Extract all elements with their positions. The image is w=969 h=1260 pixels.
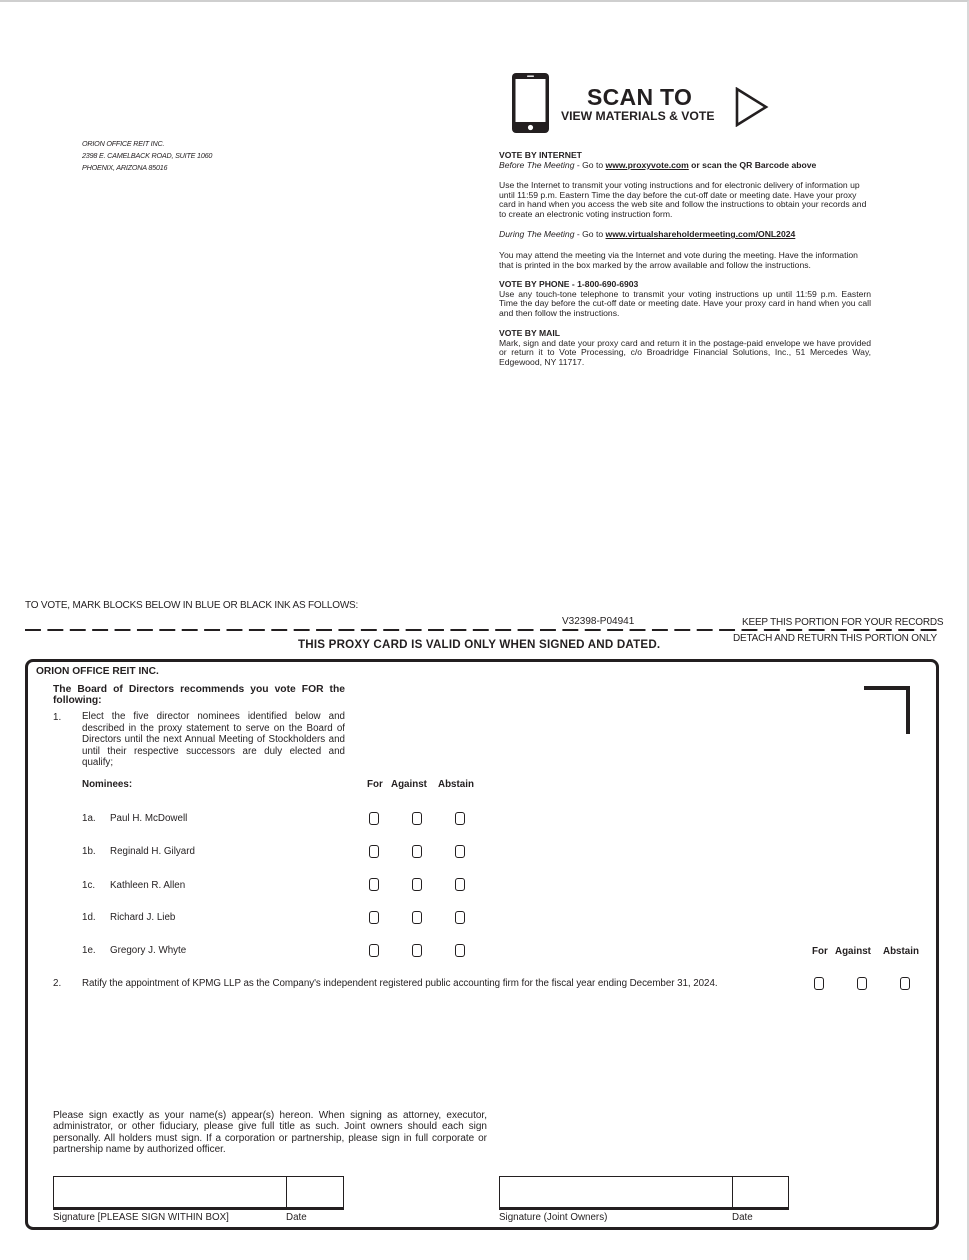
control-id: V32398-P04941 (562, 616, 635, 627)
vote-mail-heading: VOTE BY MAIL (499, 328, 560, 338)
vote-by-internet-section (499, 151, 871, 170)
p2-vote-against-checkbox[interactable] (857, 977, 867, 990)
nominees-heading: Nominees: (82, 779, 133, 790)
vote-phone-heading: VOTE BY PHONE - 1-800-690-6903 (499, 279, 639, 289)
scan-title: SCAN TO (587, 84, 693, 110)
vote-for-checkbox[interactable] (369, 812, 379, 825)
vote-against-checkbox[interactable] (412, 911, 422, 924)
nominee-name: Gregory J. Whyte (110, 945, 187, 956)
signature-date-label: Date (286, 1212, 307, 1223)
vote-by-mail-section (499, 329, 871, 368)
return-address-line: PHOENIX, ARIZONA 85016 (82, 163, 168, 172)
detach-perforation-line (25, 629, 939, 631)
nominee-id: 1c. (82, 880, 96, 891)
vote-against-checkbox[interactable] (412, 944, 422, 957)
vote-internet-before (499, 161, 871, 171)
return-address-line: ORION OFFICE REIT INC. (82, 139, 165, 148)
vote-internet-during (499, 230, 871, 240)
column-header-against: Against (391, 779, 427, 790)
p2-column-header-against: Against (835, 946, 871, 957)
goto-text: - Go to (574, 229, 606, 239)
proposal-2-number: 2. (53, 978, 62, 989)
vote-internet-heading: VOTE BY INTERNET (499, 150, 582, 160)
corner-registration-mark (864, 686, 910, 734)
play-triangle-icon (735, 87, 769, 127)
p2-vote-abstain-checkbox[interactable] (900, 977, 910, 990)
scan-subtitle: VIEW MATERIALS & VOTE (561, 109, 715, 123)
valid-notice: THIS PROXY CARD IS VALID ONLY WHEN SIGNED AND DATED. (298, 638, 661, 651)
vote-by-phone-section (499, 280, 871, 319)
vote-abstain-checkbox[interactable] (455, 878, 465, 891)
column-header-abstain: Abstain (438, 779, 474, 790)
return-address (82, 138, 212, 174)
joint-signature-date-box[interactable] (732, 1176, 789, 1210)
signature-box[interactable] (53, 1176, 287, 1210)
vote-against-checkbox[interactable] (412, 812, 422, 825)
vote-internet-body: Use the Internet to transmit your voting instructions and for electronic delivery of information up until 11:59 p.m. Eastern Time the day before the cut-off date or meeting date. Have your proxy card in hand when you access the web site and follow the instructions to obtain your records and to create an electronic voting instruction form. (499, 180, 867, 220)
proxyvote-link[interactable]: www.proxyvote.com (605, 159, 689, 170)
nominee-id: 1d. (82, 912, 96, 923)
nominee-name: Reginald H. Gilyard (110, 846, 195, 857)
p2-vote-for-checkbox[interactable] (814, 977, 824, 990)
return-address-line: 2398 E. CAMELBACK ROAD, SUITE 1060 (82, 151, 213, 160)
card-company-name: ORION OFFICE REIT INC. (36, 666, 159, 677)
keep-portion-label: KEEP THIS PORTION FOR YOUR RECORDS (742, 617, 944, 628)
column-header-for: For (367, 779, 383, 790)
vote-for-checkbox[interactable] (369, 944, 379, 957)
mobile-phone-icon (512, 73, 549, 133)
vote-mail-body: Mark, sign and date your proxy card and return it in the postage-paid envelope we have provided or return it to Vote Processing, c/o Broadridge Financial Solutions, Inc., 51 Mercedes Way, Edgewood, NY 11717. (499, 337, 871, 368)
detach-portion-label: DETACH AND RETURN THIS PORTION ONLY (733, 633, 937, 644)
joint-signature-box[interactable] (499, 1176, 733, 1210)
vote-abstain-checkbox[interactable] (455, 944, 465, 957)
p2-column-header-abstain: Abstain (883, 946, 919, 957)
proposal-1-text: Elect the five director nominees identified below and described in the proxy statement to serve on the Board of Directors until the next Annual Meeting of Stockholders and until their respective successors are duly elected and qualify; (82, 711, 345, 769)
vote-for-checkbox[interactable] (369, 911, 379, 924)
goto-text: - Go to (574, 159, 606, 170)
vote-against-checkbox[interactable] (412, 845, 422, 858)
virtual-meeting-link[interactable]: www.virtualshareholdermeeting.com/ONL2024 (605, 229, 796, 239)
joint-signature-date-label: Date (732, 1212, 753, 1223)
vote-phone-body: Use any touch-tone telephone to transmit your voting instructions up until 11:59 p.m. Eastern Time the day before the cut-off date or meeting date. Have your proxy card in hand when you call and then follow the instructions. (499, 288, 871, 319)
nominee-name: Richard J. Lieb (110, 912, 176, 923)
vote-internet-during-body: You may attend the meeting via the Internet and vote during the meeting. Have the information that is printed in the box marked by the arrow available and follow the instructions. (499, 250, 858, 270)
p2-column-header-for: For (812, 946, 828, 957)
vote-for-checkbox[interactable] (369, 845, 379, 858)
nominee-id: 1a. (82, 813, 96, 824)
marking-instruction: TO VOTE, MARK BLOCKS BELOW IN BLUE OR BLACK INK AS FOLLOWS: (25, 600, 359, 611)
signature-date-box[interactable] (286, 1176, 344, 1210)
nominee-id: 1b. (82, 846, 96, 857)
board-recommendation: The Board of Directors recommends you vote FOR the following: (53, 684, 345, 706)
nominee-id: 1e. (82, 945, 96, 956)
vote-abstain-checkbox[interactable] (455, 812, 465, 825)
vote-abstain-checkbox[interactable] (455, 911, 465, 924)
signature-label: Signature [PLEASE SIGN WITHIN BOX] (53, 1212, 229, 1223)
nominee-name: Paul H. McDowell (110, 813, 188, 824)
before-meeting-label: Before The Meeting (499, 159, 575, 170)
joint-signature-label: Signature (Joint Owners) (499, 1212, 608, 1223)
proposal-2-text: Ratify the appointment of KPMG LLP as the Company's independent registered public accounting firm for the fiscal year ending December 31, 2024. (82, 978, 718, 989)
proposal-1-number: 1. (53, 712, 62, 723)
during-meeting-label: During The Meeting (499, 229, 575, 239)
signing-instructions: Please sign exactly as your name(s) appear(s) hereon. When signing as attorney, executor, administrator, or other fiduciary, please give full title as such. Joint owners should each sign personally. All holders must sign. If a corporation or partnership, please sign in full corporate or partnership name by authorized officer. (53, 1110, 487, 1155)
vote-for-checkbox[interactable] (369, 878, 379, 891)
qr-text: or scan the QR Barcode above (688, 159, 817, 170)
vote-abstain-checkbox[interactable] (455, 845, 465, 858)
vote-against-checkbox[interactable] (412, 878, 422, 891)
nominee-name: Kathleen R. Allen (110, 880, 186, 891)
